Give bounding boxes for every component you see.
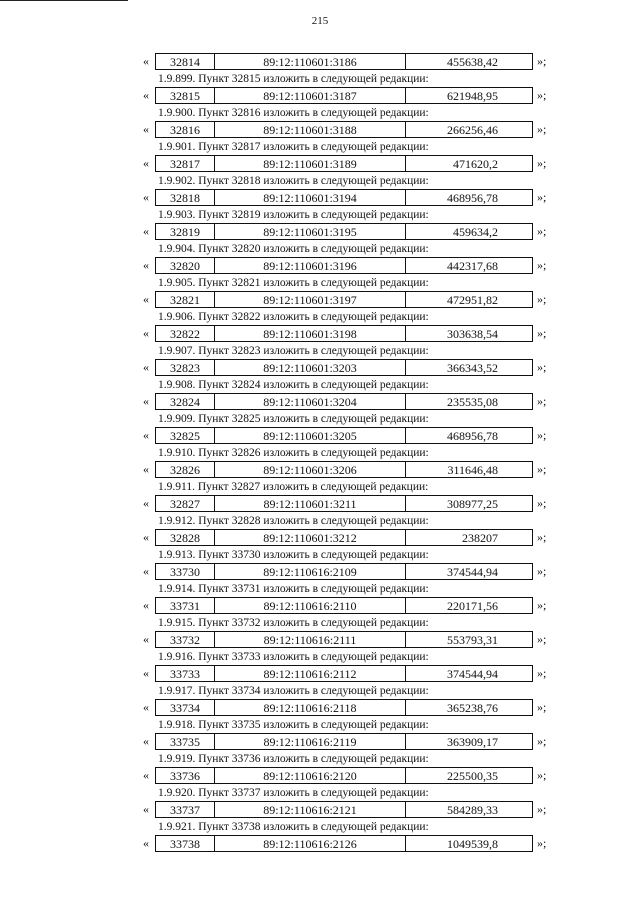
close-quote: »; (537, 224, 547, 238)
value: 621948,95 (447, 89, 498, 103)
instruction-line: 1.9.921. Пункт 33738 изложить в следующей редакции: (158, 821, 429, 833)
cadastral-number: 89:12:110616:2126 (215, 836, 406, 851)
item-number: 32827 (156, 496, 215, 511)
instruction-line: 1.9.910. Пункт 32826 изложить в следующей редакции: (158, 447, 429, 459)
table-row (0, 699, 640, 717)
close-quote: »; (537, 292, 547, 306)
open-quote: « (143, 836, 149, 850)
row-cells (155, 461, 533, 478)
close-quote: »; (537, 496, 547, 510)
table-row (0, 87, 640, 105)
row-cells (155, 699, 533, 716)
close-quote: »; (537, 394, 547, 408)
table-row (0, 801, 640, 819)
open-quote: « (143, 258, 149, 272)
item-number: 32820 (156, 258, 215, 273)
cadastral-number: 89:12:110601:3194 (215, 190, 406, 205)
value: 303638,54 (447, 327, 498, 341)
row-cells (155, 223, 533, 240)
value: 471620,2 (453, 157, 498, 171)
value: 311646,48 (447, 463, 498, 477)
table-row (0, 665, 640, 683)
table-row (0, 835, 640, 853)
close-quote: »; (537, 700, 547, 714)
close-quote: »; (537, 666, 547, 680)
open-quote: « (143, 190, 149, 204)
close-quote: »; (537, 530, 547, 544)
value: 455638,42 (447, 55, 498, 69)
value: 374544,94 (447, 565, 498, 579)
close-quote: »; (537, 462, 547, 476)
row-cells (155, 495, 533, 512)
open-quote: « (143, 54, 149, 68)
cadastral-number: 89:12:110601:3204 (215, 394, 406, 409)
open-quote: « (143, 156, 149, 170)
row-cells (155, 393, 533, 410)
table-row (0, 155, 640, 173)
instruction-line: 1.9.905. Пункт 32821 изложить в следующей редакции: (158, 277, 429, 289)
cadastral-number: 89:12:110616:2119 (215, 734, 406, 749)
close-quote: »; (537, 326, 547, 340)
instruction-line: 1.9.911. Пункт 32827 изложить в следующей редакции: (158, 481, 429, 493)
cadastral-number: 89:12:110601:3205 (215, 428, 406, 443)
cadastral-number: 89:12:110601:3211 (215, 496, 406, 511)
value: 468956,78 (447, 429, 498, 443)
table-row (0, 631, 640, 649)
table-row (0, 223, 640, 241)
open-quote: « (143, 360, 149, 374)
value: 363909,17 (447, 735, 498, 749)
row-cells (155, 767, 533, 784)
table-row (0, 53, 640, 71)
table-row (0, 563, 640, 581)
close-quote: »; (537, 734, 547, 748)
table-row (0, 733, 640, 751)
close-quote: »; (537, 122, 547, 136)
cadastral-number: 89:12:110601:3206 (215, 462, 406, 477)
item-number: 32815 (156, 88, 215, 103)
open-quote: « (143, 598, 149, 612)
row-cells (155, 189, 533, 206)
instruction-line: 1.9.899. Пункт 32815 изложить в следующей редакции: (158, 73, 429, 85)
value: 374544,94 (447, 667, 498, 681)
open-quote: « (143, 462, 149, 476)
close-quote: »; (537, 190, 547, 204)
value: 584289,33 (447, 803, 498, 817)
close-quote: »; (537, 598, 547, 612)
close-quote: »; (537, 564, 547, 578)
open-quote: « (143, 428, 149, 442)
open-quote: « (143, 224, 149, 238)
cadastral-number: 89:12:110601:3195 (215, 224, 406, 239)
row-cells (155, 427, 533, 444)
table-row (0, 359, 640, 377)
close-quote: »; (537, 54, 547, 68)
page-number: 215 (311, 15, 329, 27)
open-quote: « (143, 530, 149, 544)
item-number: 33736 (156, 768, 215, 783)
item-number: 32821 (156, 292, 215, 307)
instruction-line: 1.9.916. Пункт 33733 изложить в следующей редакции: (158, 651, 429, 663)
cadastral-number: 89:12:110616:2110 (215, 598, 406, 613)
cadastral-number: 89:12:110601:3203 (215, 360, 406, 375)
close-quote: »; (537, 428, 547, 442)
top-corner-rule (0, 0, 128, 1)
instruction-line: 1.9.918. Пункт 33735 изложить в следующей редакции: (158, 719, 429, 731)
close-quote: »; (537, 802, 547, 816)
item-number: 33737 (156, 802, 215, 817)
row-cells (155, 155, 533, 172)
instruction-line: 1.9.903. Пункт 32819 изложить в следующей редакции: (158, 209, 429, 221)
item-number: 33734 (156, 700, 215, 715)
row-cells (155, 563, 533, 580)
value: 235535,08 (447, 395, 498, 409)
row-cells (155, 325, 533, 342)
row-cells (155, 597, 533, 614)
item-number: 32824 (156, 394, 215, 409)
instruction-line: 1.9.901. Пункт 32817 изложить в следующей редакции: (158, 141, 429, 153)
value: 442317,68 (447, 259, 498, 273)
value: 553793,31 (447, 633, 498, 647)
item-number: 33738 (156, 836, 215, 851)
item-number: 32819 (156, 224, 215, 239)
close-quote: »; (537, 632, 547, 646)
table-row (0, 121, 640, 139)
instruction-line: 1.9.907. Пункт 32823 изложить в следующей редакции: (158, 345, 429, 357)
open-quote: « (143, 326, 149, 340)
amendment-list (0, 53, 640, 853)
cadastral-number: 89:12:110616:2121 (215, 802, 406, 817)
row-cells (155, 733, 533, 750)
row-cells (155, 53, 533, 70)
close-quote: »; (537, 768, 547, 782)
instruction-line: 1.9.920. Пункт 33737 изложить в следующей редакции: (158, 787, 429, 799)
table-row (0, 597, 640, 615)
instruction-line: 1.9.909. Пункт 32825 изложить в следующей редакции: (158, 413, 429, 425)
item-number: 32816 (156, 122, 215, 137)
row-cells (155, 835, 533, 852)
open-quote: « (143, 632, 149, 646)
close-quote: »; (537, 88, 547, 102)
table-row (0, 461, 640, 479)
value: 238207 (462, 531, 498, 545)
row-cells (155, 665, 533, 682)
table-row (0, 427, 640, 445)
item-number: 32818 (156, 190, 215, 205)
item-number: 33733 (156, 666, 215, 681)
cadastral-number: 89:12:110601:3189 (215, 156, 406, 171)
open-quote: « (143, 666, 149, 680)
item-number: 32817 (156, 156, 215, 171)
instruction-line: 1.9.912. Пункт 32828 изложить в следующей редакции: (158, 515, 429, 527)
value: 366343,52 (447, 361, 498, 375)
value: 308977,25 (447, 497, 498, 511)
row-cells (155, 87, 533, 104)
cadastral-number: 89:12:110616:2111 (215, 632, 406, 647)
table-row (0, 393, 640, 411)
instruction-line: 1.9.919. Пункт 33736 изложить в следующей редакции: (158, 753, 429, 765)
cadastral-number: 89:12:110601:3212 (215, 530, 406, 545)
cadastral-number: 89:12:110601:3196 (215, 258, 406, 273)
row-cells (155, 359, 533, 376)
value: 468956,78 (447, 191, 498, 205)
instruction-line: 1.9.915. Пункт 33732 изложить в следующей редакции: (158, 617, 429, 629)
open-quote: « (143, 496, 149, 510)
open-quote: « (143, 802, 149, 816)
row-cells (155, 801, 533, 818)
table-row (0, 529, 640, 547)
table-row (0, 291, 640, 309)
row-cells (155, 529, 533, 546)
cadastral-number: 89:12:110616:2118 (215, 700, 406, 715)
value: 225500,35 (447, 769, 498, 783)
close-quote: »; (537, 836, 547, 850)
open-quote: « (143, 734, 149, 748)
cadastral-number: 89:12:110616:2120 (215, 768, 406, 783)
row-cells (155, 121, 533, 138)
item-number: 33731 (156, 598, 215, 613)
value: 459634,2 (453, 225, 498, 239)
cadastral-number: 89:12:110601:3188 (215, 122, 406, 137)
item-number: 33730 (156, 564, 215, 579)
item-number: 32828 (156, 530, 215, 545)
open-quote: « (143, 88, 149, 102)
open-quote: « (143, 564, 149, 578)
item-number: 33735 (156, 734, 215, 749)
open-quote: « (143, 768, 149, 782)
open-quote: « (143, 292, 149, 306)
item-number: 32814 (156, 54, 215, 69)
open-quote: « (143, 122, 149, 136)
instruction-line: 1.9.902. Пункт 32818 изложить в следующей редакции: (158, 175, 429, 187)
table-row (0, 325, 640, 343)
instruction-line: 1.9.913. Пункт 33730 изложить в следующей редакции: (158, 549, 429, 561)
instruction-line: 1.9.906. Пункт 32822 изложить в следующей редакции: (158, 311, 429, 323)
table-row (0, 767, 640, 785)
cadastral-number: 89:12:110601:3186 (215, 54, 406, 69)
item-number: 32822 (156, 326, 215, 341)
cadastral-number: 89:12:110601:3198 (215, 326, 406, 341)
close-quote: »; (537, 258, 547, 272)
cadastral-number: 89:12:110616:2112 (215, 666, 406, 681)
row-cells (155, 631, 533, 648)
table-row (0, 257, 640, 275)
value: 365238,76 (447, 701, 498, 715)
row-cells (155, 291, 533, 308)
cadastral-number: 89:12:110601:3187 (215, 88, 406, 103)
open-quote: « (143, 700, 149, 714)
instruction-line: 1.9.908. Пункт 32824 изложить в следующей редакции: (158, 379, 429, 391)
value: 1049539,8 (447, 837, 498, 851)
value: 266256,46 (447, 123, 498, 137)
table-row (0, 495, 640, 513)
instruction-line: 1.9.900. Пункт 32816 изложить в следующей редакции: (158, 107, 429, 119)
close-quote: »; (537, 360, 547, 374)
value: 220171,56 (447, 599, 498, 613)
item-number: 32823 (156, 360, 215, 375)
value: 472951,82 (447, 293, 498, 307)
item-number: 33732 (156, 632, 215, 647)
close-quote: »; (537, 156, 547, 170)
cadastral-number: 89:12:110616:2109 (215, 564, 406, 579)
item-number: 32825 (156, 428, 215, 443)
instruction-line: 1.9.917. Пункт 33734 изложить в следующей редакции: (158, 685, 429, 697)
instruction-line: 1.9.914. Пункт 33731 изложить в следующей редакции: (158, 583, 429, 595)
row-cells (155, 257, 533, 274)
open-quote: « (143, 394, 149, 408)
item-number: 32826 (156, 462, 215, 477)
cadastral-number: 89:12:110601:3197 (215, 292, 406, 307)
instruction-line: 1.9.904. Пункт 32820 изложить в следующей редакции: (158, 243, 429, 255)
table-row (0, 189, 640, 207)
